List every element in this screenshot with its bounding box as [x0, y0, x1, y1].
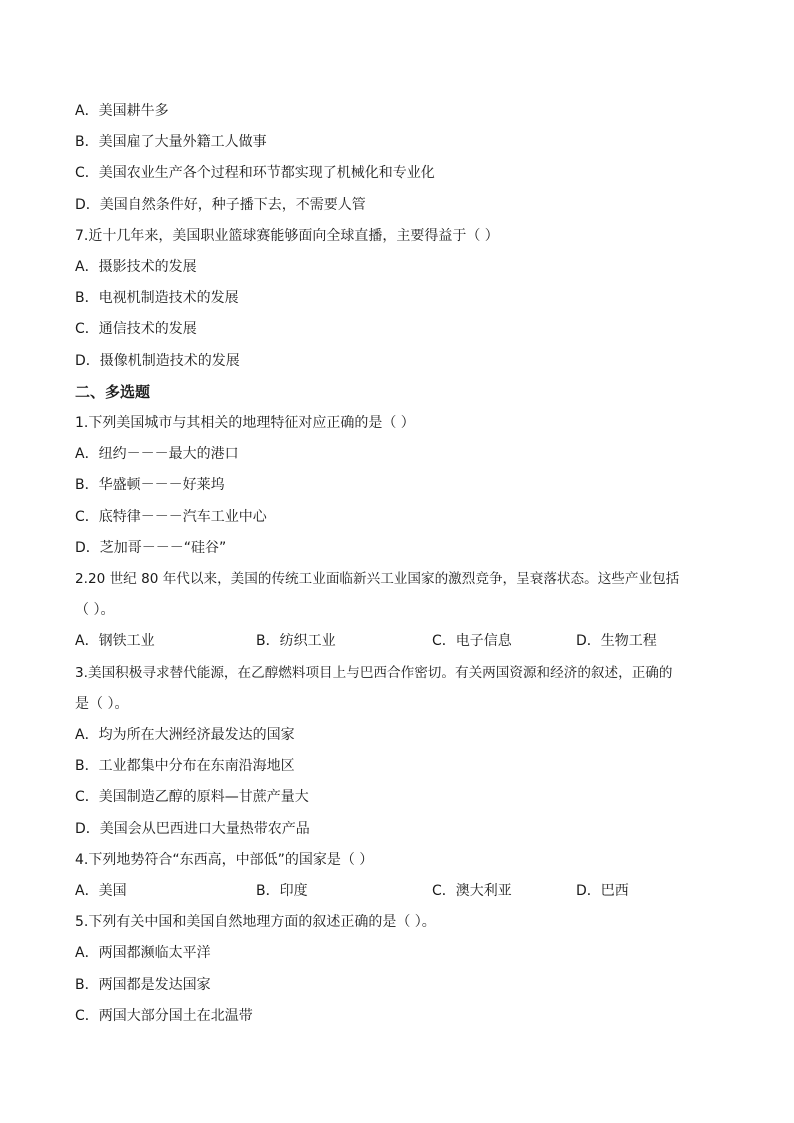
q6-option-c: C．美国农业生产各个过程和环节都实现了机械化和专业化: [75, 165, 435, 181]
mc4-option-b: B．印度: [256, 883, 308, 899]
mc1-option-b: B．华盛顿－－－好莱坞: [75, 477, 225, 493]
q6-option-d: D．美国自然条件好，种子播下去，不需要人管: [75, 197, 366, 213]
section-heading-multiple-choice: 二、多选题: [75, 383, 151, 401]
mc-question-5: 5.下列有关中国和美国自然地理方面的叙述正确的是（ ）。: [75, 914, 436, 930]
q6-option-b: B．美国雇了大量外籍工人做事: [75, 134, 267, 150]
mc2-option-a: A．钢铁工业: [75, 633, 155, 649]
mc-question-4: 4.下列地势符合“东西高，中部低”的国家是（ ）: [75, 852, 374, 868]
mc4-option-d: D．巴西: [576, 883, 629, 899]
q7-option-d: D．摄像机制造技术的发展: [75, 353, 240, 369]
mc4-option-c: C．澳大利亚: [432, 883, 512, 899]
question-7: 7.近十几年来，美国职业篮球赛能够面向全球直播，主要得益于（ ）: [75, 228, 499, 244]
mc-question-3-continuation: 是（ ）。: [75, 696, 129, 712]
mc5-option-c: C．两国大部分国土在北温带: [75, 1008, 253, 1024]
q7-option-c: C．通信技术的发展: [75, 321, 197, 337]
mc-question-1: 1.下列美国城市与其相关的地理特征对应正确的是（ ）: [75, 415, 415, 431]
mc2-option-b: B．纺织工业: [256, 633, 336, 649]
q7-option-b: B．电视机制造技术的发展: [75, 290, 239, 306]
mc-question-2-continuation: （ ）。: [75, 602, 115, 618]
mc3-option-c: C．美国制造乙醇的原料—甘蔗产量大: [75, 789, 309, 805]
mc1-option-d: D．芝加哥－－－“硅谷”: [75, 540, 227, 556]
q6-option-a: A．美国耕牛多: [75, 103, 169, 119]
q7-option-a: A．摄影技术的发展: [75, 259, 197, 275]
mc2-options-row: [0, 631, 794, 651]
mc3-option-b: B．工业都集中分布在东南沿海地区: [75, 758, 295, 774]
mc1-option-a: A．纽约－－－最大的港口: [75, 446, 239, 462]
mc2-option-c: C．电子信息: [432, 633, 512, 649]
mc5-option-a: A．两国都濒临太平洋: [75, 945, 211, 961]
mc-question-3: 3.美国积极寻求替代能源，在乙醇燃料项目上与巴西合作密切。有关两国资源和经济的叙述，正确的: [75, 665, 673, 681]
mc3-option-d: D．美国会从巴西进口大量热带农产品: [75, 821, 310, 837]
mc2-option-d: D．生物工程: [576, 633, 657, 649]
mc5-option-b: B．两国都是发达国家: [75, 977, 211, 993]
mc1-option-c: C．底特律－－－汽车工业中心: [75, 509, 267, 525]
mc4-option-a: A．美国: [75, 883, 127, 899]
mc-question-2: 2.20 世纪 80 年代以来，美国的传统工业面临新兴工业国家的激烈竞争，呈衰落状态。这些产业包括: [75, 571, 680, 587]
mc3-option-a: A．均为所在大洲经济最发达的国家: [75, 727, 295, 743]
mc4-options-row: [0, 881, 794, 901]
